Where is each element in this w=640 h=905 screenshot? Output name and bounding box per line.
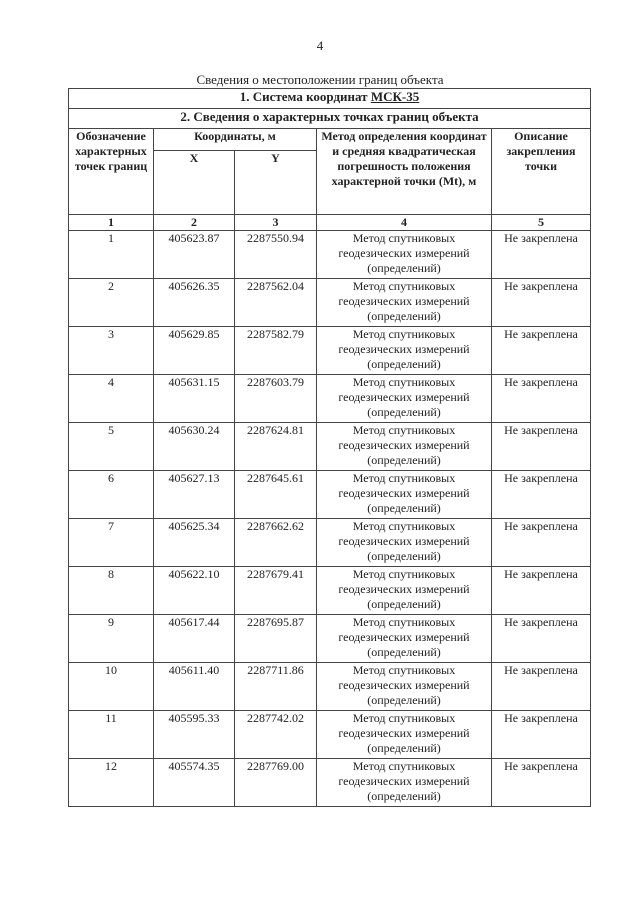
cell-fixing: Не закреплена <box>492 759 591 807</box>
cell-fixing: Не закреплена <box>492 375 591 423</box>
table-row <box>69 759 591 807</box>
cell-point: 1 <box>69 231 154 279</box>
column-number: 3 <box>235 215 317 231</box>
cell-fixing: Не закреплена <box>492 231 591 279</box>
column-number: 4 <box>317 215 492 231</box>
cell-point: 10 <box>69 663 154 711</box>
cell-x: 405627.13 <box>154 471 235 519</box>
cell-point: 8 <box>69 567 154 615</box>
cell-point: 9 <box>69 615 154 663</box>
header-method: Метод определения координат и средняя квадратическая погрешность положения характерной точки (Мt), м <box>317 129 492 215</box>
cell-y: 2287603.79 <box>235 375 317 423</box>
header-x: X <box>154 151 235 215</box>
table-row <box>69 711 591 759</box>
cell-method: Метод спутниковых геодезических измерений (определений) <box>317 327 492 375</box>
table-row <box>69 567 591 615</box>
cell-method: Метод спутниковых геодезических измерений (определений) <box>317 423 492 471</box>
cell-fixing: Не закреплена <box>492 423 591 471</box>
cell-method: Метод спутниковых геодезических измерений (определений) <box>317 711 492 759</box>
cell-fixing: Не закреплена <box>492 711 591 759</box>
cell-y: 2287624.81 <box>235 423 317 471</box>
cell-y: 2287582.79 <box>235 327 317 375</box>
header-point: Обозначение характерных точек границ <box>69 129 154 215</box>
cell-point: 7 <box>69 519 154 567</box>
cell-y: 2287742.02 <box>235 711 317 759</box>
cell-y: 2287679.41 <box>235 567 317 615</box>
cell-x: 405631.15 <box>154 375 235 423</box>
table-row <box>69 279 591 327</box>
cell-x: 405626.35 <box>154 279 235 327</box>
points-section-heading: 2. Сведения о характерных точках границ объекта <box>69 109 591 129</box>
cell-point: 2 <box>69 279 154 327</box>
table-row <box>69 663 591 711</box>
header-y: Y <box>235 151 317 215</box>
cell-point: 5 <box>69 423 154 471</box>
cell-y: 2287662.62 <box>235 519 317 567</box>
table-body <box>69 231 591 807</box>
cell-point: 12 <box>69 759 154 807</box>
table-row <box>69 471 591 519</box>
cell-method: Метод спутниковых геодезических измерений (определений) <box>317 519 492 567</box>
cell-point: 6 <box>69 471 154 519</box>
coordinate-system-name: МСК-35 <box>370 89 420 104</box>
cell-x: 405629.85 <box>154 327 235 375</box>
cell-fixing: Не закреплена <box>492 663 591 711</box>
cell-y: 2287711.86 <box>235 663 317 711</box>
table-row <box>69 423 591 471</box>
cell-fixing: Не закреплена <box>492 471 591 519</box>
coordinate-system-prefix: 1. Система координат <box>239 89 371 104</box>
cell-y: 2287645.61 <box>235 471 317 519</box>
table-row <box>69 231 591 279</box>
cell-method: Метод спутниковых геодезических измерений (определений) <box>317 279 492 327</box>
cell-method: Метод спутниковых геодезических измерений (определений) <box>317 663 492 711</box>
cell-fixing: Не закреплена <box>492 327 591 375</box>
column-number: 1 <box>69 215 154 231</box>
cell-x: 405617.44 <box>154 615 235 663</box>
cell-fixing: Не закреплена <box>492 615 591 663</box>
cell-x: 405623.87 <box>154 231 235 279</box>
page-number: 4 <box>316 38 324 53</box>
boundary-points-table <box>68 88 591 807</box>
table-row <box>69 615 591 663</box>
cell-method: Метод спутниковых геодезических измерений (определений) <box>317 759 492 807</box>
cell-x: 405611.40 <box>154 663 235 711</box>
cell-method: Метод спутниковых геодезических измерений (определений) <box>317 567 492 615</box>
column-number: 5 <box>492 215 591 231</box>
header-fixing: Описание закрепления точки <box>492 129 591 215</box>
cell-method: Метод спутниковых геодезических измерений (определений) <box>317 231 492 279</box>
table-row <box>69 327 591 375</box>
cell-x: 405595.33 <box>154 711 235 759</box>
cell-x: 405630.24 <box>154 423 235 471</box>
cell-y: 2287562.04 <box>235 279 317 327</box>
cell-point: 4 <box>69 375 154 423</box>
table-row <box>69 519 591 567</box>
coordinate-system-heading <box>69 89 591 109</box>
cell-point: 3 <box>69 327 154 375</box>
cell-x: 405574.35 <box>154 759 235 807</box>
cell-fixing: Не закреплена <box>492 519 591 567</box>
cell-fixing: Не закреплена <box>492 279 591 327</box>
cell-method: Метод спутниковых геодезических измерений (определений) <box>317 615 492 663</box>
document-caption: Сведения о местоположении границ объекта <box>196 72 444 87</box>
table-row <box>69 375 591 423</box>
cell-point: 11 <box>69 711 154 759</box>
header-coordinates: Координаты, м <box>154 129 317 151</box>
cell-y: 2287550.94 <box>235 231 317 279</box>
cell-fixing: Не закреплена <box>492 567 591 615</box>
column-number: 2 <box>154 215 235 231</box>
cell-method: Метод спутниковых геодезических измерений (определений) <box>317 471 492 519</box>
cell-x: 405625.34 <box>154 519 235 567</box>
cell-y: 2287769.00 <box>235 759 317 807</box>
cell-y: 2287695.87 <box>235 615 317 663</box>
cell-method: Метод спутниковых геодезических измерений (определений) <box>317 375 492 423</box>
cell-x: 405622.10 <box>154 567 235 615</box>
